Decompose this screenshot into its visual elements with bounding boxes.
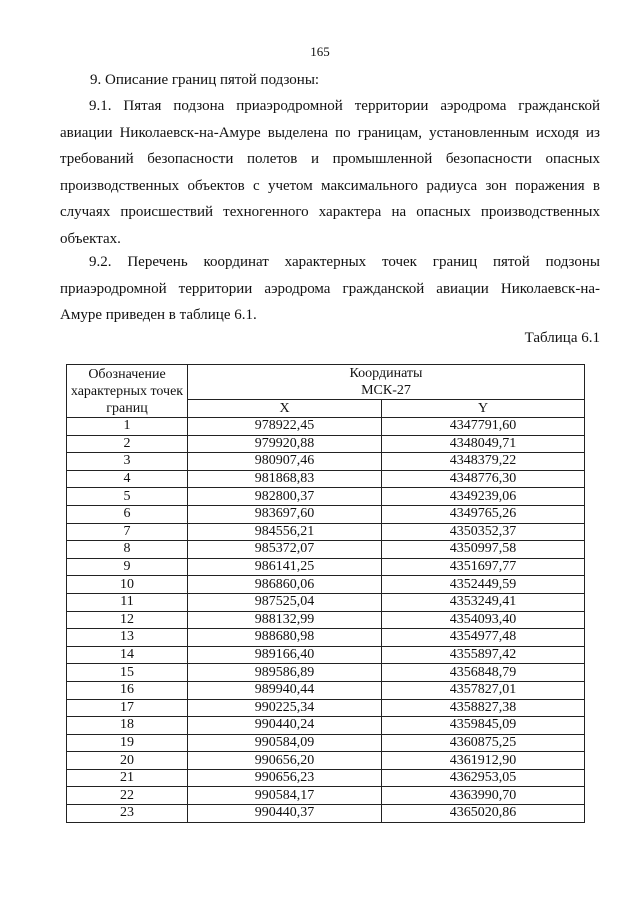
cell-point-number: 9 <box>67 558 188 576</box>
cell-y: 4357827,01 <box>382 681 585 699</box>
cell-point-number: 21 <box>67 769 188 787</box>
cell-x: 978922,45 <box>188 418 382 436</box>
table-row <box>67 576 585 594</box>
header-x: X <box>188 400 382 418</box>
table-row <box>67 664 585 682</box>
cell-x: 989586,89 <box>188 664 382 682</box>
table-row <box>67 488 585 506</box>
cell-point-number: 17 <box>67 699 188 717</box>
cell-x: 989166,40 <box>188 646 382 664</box>
cell-x: 982800,37 <box>188 488 382 506</box>
header-coordinates-title: Координаты <box>349 366 423 381</box>
cell-x: 988680,98 <box>188 629 382 647</box>
cell-point-number: 5 <box>67 488 188 506</box>
table-row <box>67 611 585 629</box>
cell-point-number: 6 <box>67 505 188 523</box>
table-row <box>67 681 585 699</box>
cell-point-number: 2 <box>67 435 188 453</box>
table-row <box>67 435 585 453</box>
cell-x: 986141,25 <box>188 558 382 576</box>
cell-x: 990225,34 <box>188 699 382 717</box>
table-row <box>67 453 585 471</box>
cell-point-number: 4 <box>67 470 188 488</box>
cell-x: 986860,06 <box>188 576 382 594</box>
cell-y: 4355897,42 <box>382 646 585 664</box>
cell-y: 4350997,58 <box>382 541 585 559</box>
cell-x: 983697,60 <box>188 505 382 523</box>
table-row <box>67 699 585 717</box>
cell-y: 4354093,40 <box>382 611 585 629</box>
cell-x: 988132,99 <box>188 611 382 629</box>
cell-point-number: 22 <box>67 787 188 805</box>
table-row <box>67 593 585 611</box>
table-row <box>67 558 585 576</box>
page-number: 165 <box>310 44 330 59</box>
cell-x: 990584,17 <box>188 787 382 805</box>
cell-y: 4354977,48 <box>382 629 585 647</box>
cell-y: 4362953,05 <box>382 769 585 787</box>
cell-point-number: 8 <box>67 541 188 559</box>
table-row <box>67 769 585 787</box>
table-row <box>67 629 585 647</box>
table-row <box>67 646 585 664</box>
table-row <box>67 734 585 752</box>
table-row <box>67 470 585 488</box>
cell-point-number: 7 <box>67 523 188 541</box>
table-row <box>67 787 585 805</box>
cell-y: 4356848,79 <box>382 664 585 682</box>
table-row <box>67 541 585 559</box>
section-heading: 9. Описание границ пятой подзоны: <box>90 72 320 88</box>
cell-point-number: 14 <box>67 646 188 664</box>
cell-x: 990440,37 <box>188 805 382 823</box>
cell-x: 990440,24 <box>188 717 382 735</box>
cell-point-number: 1 <box>67 418 188 436</box>
cell-y: 4348776,30 <box>382 470 585 488</box>
cell-y: 4349765,26 <box>382 505 585 523</box>
cell-x: 990584,09 <box>188 734 382 752</box>
cell-point-number: 13 <box>67 629 188 647</box>
table-row <box>67 418 585 436</box>
cell-x: 990656,23 <box>188 769 382 787</box>
cell-y: 4351697,77 <box>382 558 585 576</box>
cell-y: 4349239,06 <box>382 488 585 506</box>
cell-y: 4348379,22 <box>382 453 585 471</box>
cell-point-number: 18 <box>67 717 188 735</box>
cell-point-number: 3 <box>67 453 188 471</box>
header-coordinate-system: МСК-27 <box>361 383 411 398</box>
cell-y: 4365020,86 <box>382 805 585 823</box>
cell-y: 4348049,71 <box>382 435 585 453</box>
cell-point-number: 12 <box>67 611 188 629</box>
cell-y: 4360875,25 <box>382 734 585 752</box>
cell-point-number: 15 <box>67 664 188 682</box>
paragraph-9-1: 9.1. Пятая подзона приаэродромной территории аэродрома гражданской авиации Николаевск-на-Амуре выделена по границам, установленным исходя из требований безопасности полетов и промышленной безопасности опасных производственных объектов с учетом максимального радиуса зон поражения в случаях происшествий техногенного характера на опасных производственных объектах. <box>60 98 600 247</box>
header-coordinates <box>188 365 585 400</box>
paragraph-9-2: 9.2. Перечень координат характерных точек границ пятой подзоны приаэродромной территории аэродрома гражданской авиации Николаевск-на-Амуре приведен в таблице 6.1. <box>60 254 600 323</box>
cell-point-number: 23 <box>67 805 188 823</box>
cell-y: 4359845,09 <box>382 717 585 735</box>
cell-point-number: 20 <box>67 752 188 770</box>
cell-y: 4363990,70 <box>382 787 585 805</box>
table-row <box>67 805 585 823</box>
cell-x: 980907,46 <box>188 453 382 471</box>
cell-point-number: 10 <box>67 576 188 594</box>
cell-y: 4352449,59 <box>382 576 585 594</box>
header-points: Обозначение характерных точек границ <box>67 365 188 418</box>
coordinates-table <box>66 364 585 823</box>
table-body <box>67 418 585 823</box>
cell-y: 4350352,37 <box>382 523 585 541</box>
cell-y: 4358827,38 <box>382 699 585 717</box>
table-row <box>67 505 585 523</box>
cell-point-number: 11 <box>67 593 188 611</box>
cell-x: 987525,04 <box>188 593 382 611</box>
cell-x: 985372,07 <box>188 541 382 559</box>
table-row <box>67 752 585 770</box>
cell-x: 984556,21 <box>188 523 382 541</box>
header-y: Y <box>382 400 585 418</box>
cell-y: 4353249,41 <box>382 593 585 611</box>
cell-x: 981868,83 <box>188 470 382 488</box>
cell-y: 4361912,90 <box>382 752 585 770</box>
table-caption: Таблица 6.1 <box>524 330 600 346</box>
cell-x: 979920,88 <box>188 435 382 453</box>
cell-point-number: 19 <box>67 734 188 752</box>
cell-x: 989940,44 <box>188 681 382 699</box>
table-row <box>67 523 585 541</box>
table-row <box>67 717 585 735</box>
cell-x: 990656,20 <box>188 752 382 770</box>
cell-point-number: 16 <box>67 681 188 699</box>
cell-y: 4347791,60 <box>382 418 585 436</box>
